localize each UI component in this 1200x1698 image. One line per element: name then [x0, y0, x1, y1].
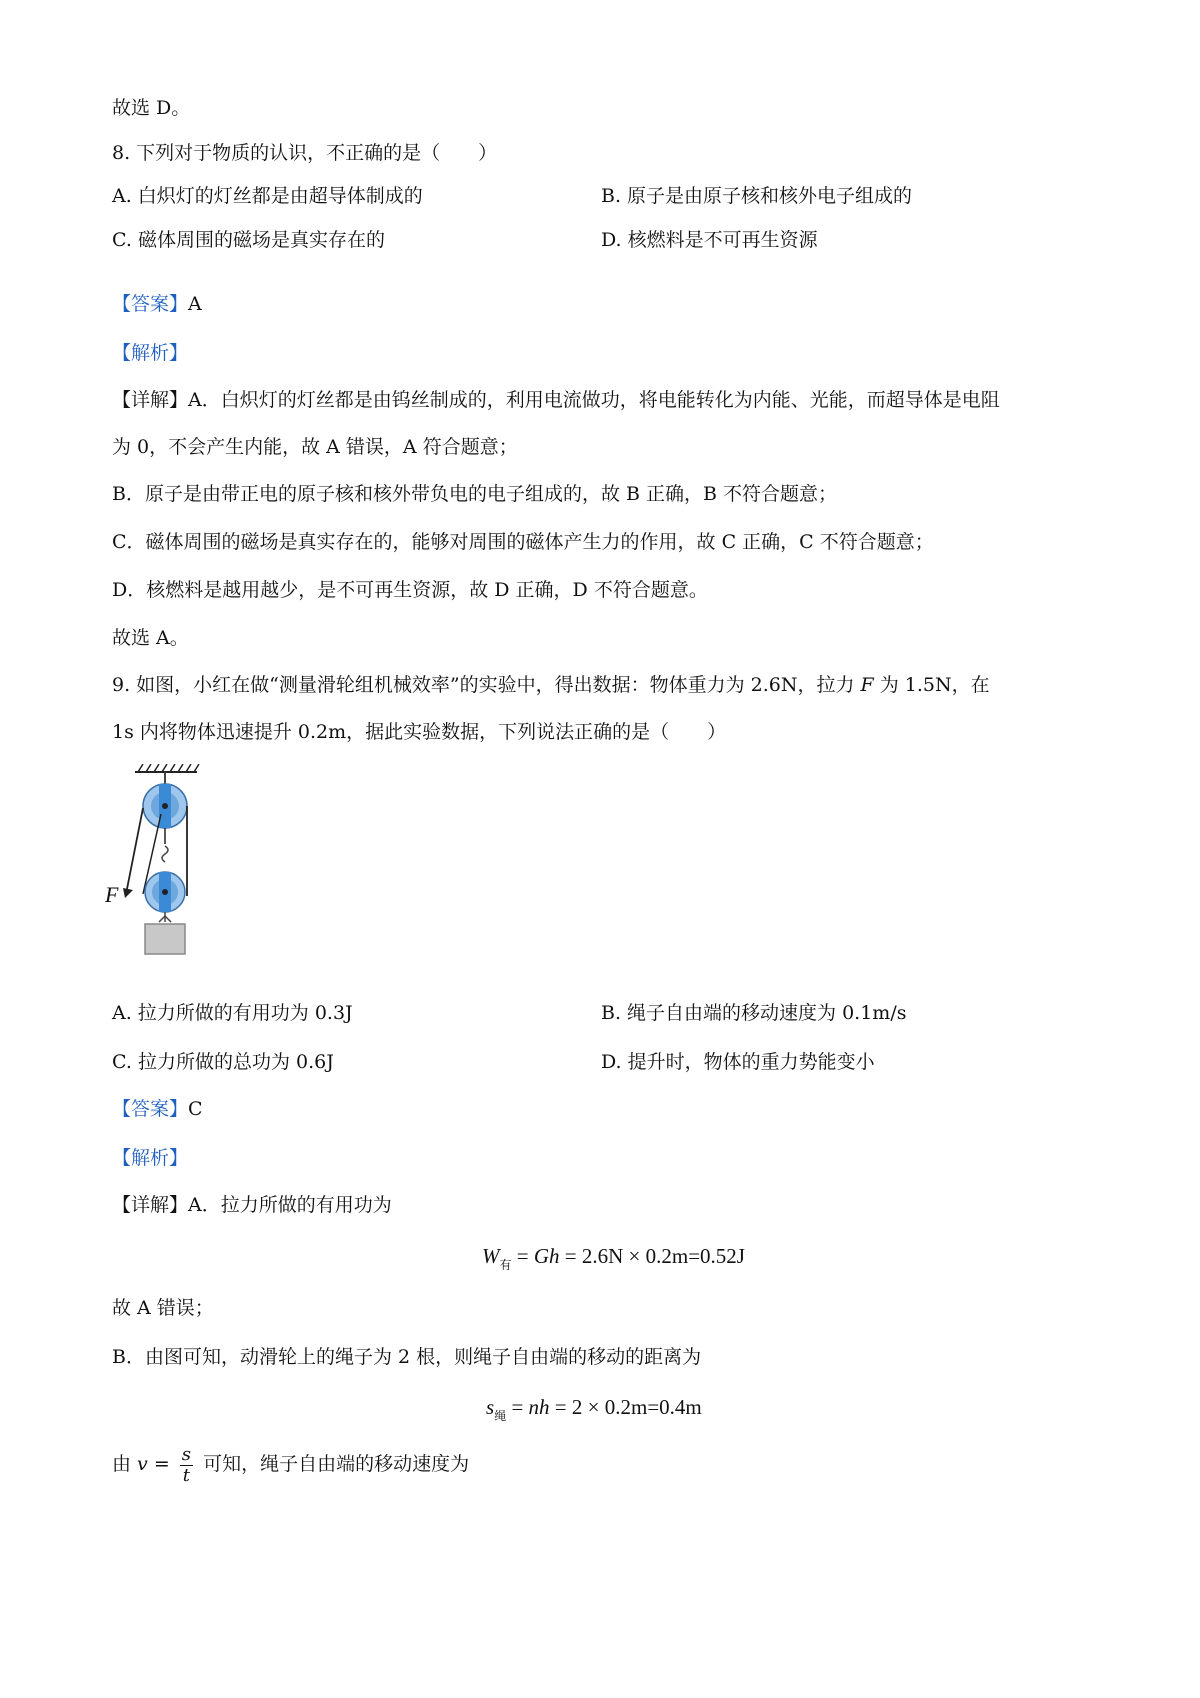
answer-tag: 【答案】 [112, 1098, 189, 1120]
q8-option-a: A. 白炽灯的灯丝都是由超导体制成的 [112, 185, 423, 207]
answer-tag: 【答案】 [112, 293, 189, 315]
q8-detail-1 [112, 387, 1000, 413]
q9-force-symbol: F [860, 674, 874, 696]
detail-tag: 【详解】 [112, 1194, 189, 1216]
formula-s-sub: 绳 [494, 1409, 507, 1423]
q8-answer [112, 291, 202, 317]
q8-detail-2: 为 0，不会产生内能，故 A 错误，A 符合题意； [112, 436, 518, 458]
symbol-eq: = [147, 1453, 176, 1475]
force-arrow [123, 888, 133, 898]
q9-detail-2: 故 A 错误； [112, 1297, 214, 1319]
formula-result: = 2 × 0.2m=0.4m [549, 1395, 702, 1419]
q8-conclusion: 故选 A。 [112, 627, 189, 649]
detail-text: A．拉力所做的有用功为 [188, 1194, 392, 1216]
q9-detail-3: B．由图可知，动滑轮上的绳子为 2 根，则绳子自由端的移动的距离为 [112, 1346, 702, 1368]
q8-option-c: C. 磁体周围的磁场是真实存在的 [112, 229, 385, 251]
formula-useful-work [482, 1241, 745, 1280]
fraction-numerator: s [181, 1443, 192, 1465]
fraction-s-over-t [180, 1445, 193, 1486]
q9-option-b: B. 绳子自由端的移动速度为 0.1m/s [601, 1002, 907, 1024]
question-9-line-1 [112, 672, 990, 698]
detail-tag: 【详解】 [112, 389, 189, 411]
q9-detail-4 [112, 1441, 469, 1487]
ceiling-hatch [138, 764, 199, 772]
formula-eq: = [511, 1244, 534, 1268]
q9-option-d: D. 提升时，物体的重力势能变小 [601, 1051, 875, 1073]
fraction-denominator: t [182, 1464, 191, 1486]
force-label: F [105, 882, 119, 907]
q8-detail-3: B．原子是由带正电的原子核和核外带负电的电子组成的，故 B 正确，B 不符合题意； [112, 483, 838, 505]
detail-text: A．白炽灯的灯丝都是由钨丝制成的，利用电流做功，将电能转化为内能、光能，而超导体是电阻 [188, 389, 1000, 411]
text-speed: 可知，绳子自由端的移动速度为 [197, 1453, 470, 1475]
q8-analysis-tag: 【解析】 [112, 342, 189, 364]
fixed-pulley [143, 784, 187, 828]
formula-w-sub: 有 [499, 1258, 512, 1272]
pulley-system-figure [105, 764, 215, 964]
q8-detail-4: C．磁体周围的磁场是真实存在的，能够对周围的磁体产生力的作用，故 C 正确，C 不符合题意； [112, 531, 934, 553]
q9-detail-1 [112, 1192, 392, 1218]
weight-block [145, 924, 185, 954]
q8-detail-5: D．核燃料是越用越少，是不可再生资源，故 D 正确，D 不符合题意。 [112, 579, 708, 601]
formula-nh: nh [528, 1395, 550, 1419]
question-8: 8. 下列对于物质的认识，不正确的是（ ） [112, 142, 498, 164]
formula-result: = 2.6N × 0.2m=0.52J [559, 1244, 745, 1268]
q8-option-b: B. 原子是由原子核和核外电子组成的 [601, 185, 913, 207]
symbol-v: v [137, 1453, 148, 1475]
answer-value: C [188, 1098, 203, 1120]
text-you: 由 [112, 1453, 138, 1475]
q9-text-b: 为 1.5N，在 [873, 674, 990, 696]
formula-eq: = [506, 1395, 529, 1419]
q9-answer [112, 1096, 203, 1122]
movable-pulley [145, 872, 185, 912]
answer-value: A [188, 293, 202, 315]
formula-w: W [482, 1244, 500, 1268]
q8-option-d: D. 核燃料是不可再生资源 [601, 229, 818, 251]
formula-s: s [486, 1395, 495, 1419]
conclusion-prev: 故选 D。 [112, 97, 191, 119]
question-9-line-2: 1s 内将物体迅速提升 0.2m，据此实验数据，下列说法正确的是（ ） [112, 721, 727, 743]
q9-text-a: 9. 如图，小红在做“测量滑轮组机械效率”的实验中，得出数据：物体重力为 2.6N，拉力 [112, 674, 861, 696]
formula-rope-distance [486, 1392, 702, 1431]
formula-gh: Gh [533, 1244, 560, 1268]
q9-option-a: A. 拉力所做的有用功为 0.3J [112, 1002, 353, 1024]
free-rope [127, 808, 143, 889]
q9-analysis-tag: 【解析】 [112, 1147, 189, 1169]
q9-option-c: C. 拉力所做的总功为 0.6J [112, 1051, 334, 1073]
